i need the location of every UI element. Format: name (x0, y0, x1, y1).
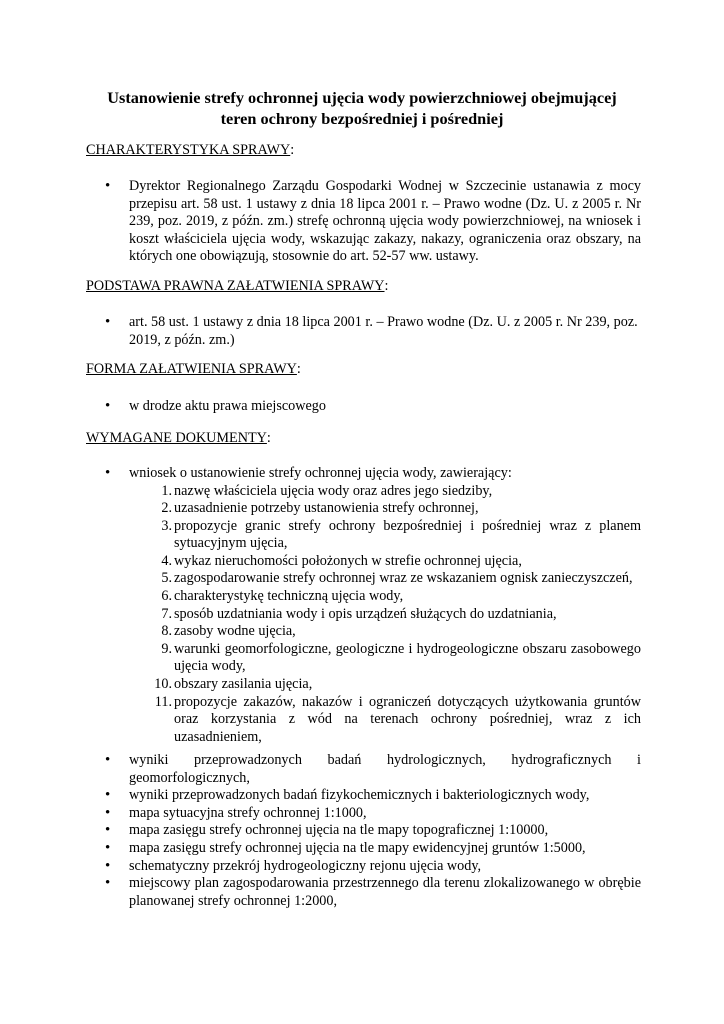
numbered-item-6 (150, 588, 641, 606)
list-item (105, 805, 641, 823)
item-text: propozycje granic strefy ochrony bezpośredniej i pośredniej wraz z planem sytuacyjnym ujęcia, (174, 517, 641, 552)
numbered-item-8 (150, 623, 641, 641)
list-item (105, 314, 641, 349)
bullet-icon: • (105, 804, 111, 821)
item-text: uzasadnienie potrzeby ustanowienia strefy ochronnej, (174, 500, 479, 517)
numbered-item-11 (150, 694, 641, 747)
heading-text: CHARAKTERYSTYKA SPRAWY (86, 142, 291, 158)
item-number: 9. (161, 640, 172, 657)
heading-colon: : (296, 361, 301, 377)
charakterystyka-text: Dyrektor Regionalnego Zarządu Gospodarki Wodnej w Szczecinie ustanawia z mocy przepisu art. 58 ust. 1 ustawy z dnia 18 lipca 2001 r. – Prawo wodne (Dz. U. z 2005 r. Nr 239, poz. 2019, z późn. zm.) strefę ochronną ujęcia wody powierzchniowej, na wniosek i koszt właściciela ujęcia wody, wskazując zakazy, nakazy, ograniczenia oraz obszary, na których one obowiązują, stosownie do art. 52-57 ww. ustawy. (129, 178, 641, 265)
bullet-text: mapa zasięgu strefy ochronnej ujęcia na tle mapy topograficznej 1:10000, (129, 822, 549, 839)
title-line-2: teren ochrony bezpośredniej i pośredniej (220, 108, 504, 128)
item-number: 5. (161, 570, 172, 587)
bullet-icon: • (105, 398, 111, 414)
section-heading-podstawa (86, 278, 388, 296)
item-text: sposób uzdatniania wody i opis urządzeń służących do uzdatniania, (174, 605, 557, 622)
forma-bullet (105, 398, 641, 416)
section-heading-charakterystyka (86, 142, 294, 160)
numbered-item-4 (150, 553, 641, 571)
list-item (105, 858, 641, 876)
item-number: 8. (161, 623, 172, 640)
list-item (105, 178, 641, 266)
section-heading-dokumenty (86, 430, 271, 448)
bullet-icon: • (105, 857, 111, 874)
bullet-text: wyniki przeprowadzonych badań fizykochemicznych i bakteriologicznych wody, (129, 787, 590, 804)
item-number: 2. (161, 500, 172, 517)
bullet-icon: • (105, 178, 111, 194)
bullet-text: schematyczny przekrój hydrogeologiczny rejonu ujęcia wody, (129, 857, 482, 874)
item-number: 7. (161, 605, 172, 622)
list-item (105, 752, 641, 787)
numbered-list (150, 483, 641, 747)
bullet-text: mapa zasięgu strefy ochronnej ujęcia na tle mapy ewidencyjnej gruntów 1:5000, (129, 839, 586, 856)
numbered-item-1 (150, 483, 641, 501)
heading-colon: : (290, 142, 295, 158)
forma-text: w drodze aktu prawa miejscowego (129, 398, 326, 414)
item-number: 11. (154, 693, 172, 710)
bullet-icon: • (105, 822, 111, 839)
title-line-1: Ustanowienie strefy ochronnej ujęcia wody powierzchniowej obejmującej (107, 88, 617, 107)
item-number: 1. (161, 482, 172, 499)
numbered-item-10 (150, 676, 641, 694)
heading-text: PODSTAWA PRAWNA ZAŁATWIENIA SPRAWY (86, 278, 385, 294)
documents-bullet-list (105, 752, 641, 910)
numbered-item-9 (150, 641, 641, 676)
item-number: 4. (161, 552, 172, 569)
dokumenty-intro-text: wniosek o ustanowienie strefy ochronnej ujęcia wody, zawierający: (129, 465, 512, 481)
bullet-icon: • (105, 875, 111, 892)
numbered-item-5 (150, 570, 641, 588)
section-heading-forma (86, 361, 301, 379)
bullet-icon: • (105, 839, 111, 856)
numbered-item-7 (150, 606, 641, 624)
list-item (105, 822, 641, 840)
item-text: zagospodarowanie strefy ochronnej wraz ze wskazaniem ognisk zanieczyszczeń, (174, 570, 633, 587)
document-title (60, 88, 664, 129)
charakterystyka-bullet (105, 178, 641, 266)
dokumenty-intro-bullet (105, 465, 641, 483)
list-item (105, 787, 641, 805)
item-number: 6. (161, 588, 172, 605)
bullet-text: mapa sytuacyjna strefy ochronnej 1:1000, (129, 804, 367, 821)
list-item (105, 840, 641, 858)
item-text: nazwę właściciela ujęcia wody oraz adres jego siedziby, (174, 482, 493, 499)
bullet-icon: • (105, 465, 111, 481)
heading-colon: : (384, 278, 389, 294)
item-text: warunki geomorfologiczne, geologiczne i hydrogeologiczne obszaru zasobowego ujęcia wody, (174, 640, 641, 675)
item-text: wykaz nieruchomości położonych w strefie ochronnej ujęcia, (174, 552, 522, 569)
bullet-text: wyniki przeprowadzonych badań hydrologicznych, hydrograficznych i geomorfologicznych, (129, 752, 641, 786)
heading-text: FORMA ZAŁATWIENIA SPRAWY (86, 361, 297, 377)
podstawa-bullet (105, 314, 641, 349)
bullet-text: miejscowy plan zagospodarowania przestrzennego dla terenu zlokalizowanego w obrębie planowanej strefy ochronnej 1:2000, (129, 875, 641, 909)
bullet-icon: • (105, 314, 111, 330)
item-text: zasoby wodne ujęcia, (174, 623, 296, 640)
numbered-item-3 (150, 518, 641, 553)
list-item (105, 465, 641, 483)
item-text: charakterystykę techniczną ujęcia wody, (174, 588, 404, 605)
item-text: propozycje zakazów, nakazów i ograniczeń dotyczących użytkowania gruntów oraz korzystania z wód na terenach ochrony pośredniej, wraz z ich uzasadnieniem, (174, 693, 641, 745)
numbered-item-2 (150, 500, 641, 518)
bullet-icon: • (105, 752, 111, 768)
podstawa-text: art. 58 ust. 1 ustawy z dnia 18 lipca 2001 r. – Prawo wodne (Dz. U. z 2005 r. Nr 239, poz. 2019, z późn. zm.) (129, 314, 638, 348)
item-text: obszary zasilania ujęcia, (174, 676, 313, 693)
list-item (105, 398, 641, 416)
heading-text: WYMAGANE DOKUMENTY (86, 430, 267, 446)
list-item (105, 875, 641, 910)
heading-colon: : (266, 430, 271, 446)
item-number: 3. (161, 517, 172, 534)
item-number: 10. (154, 676, 172, 693)
bullet-icon: • (105, 787, 111, 804)
